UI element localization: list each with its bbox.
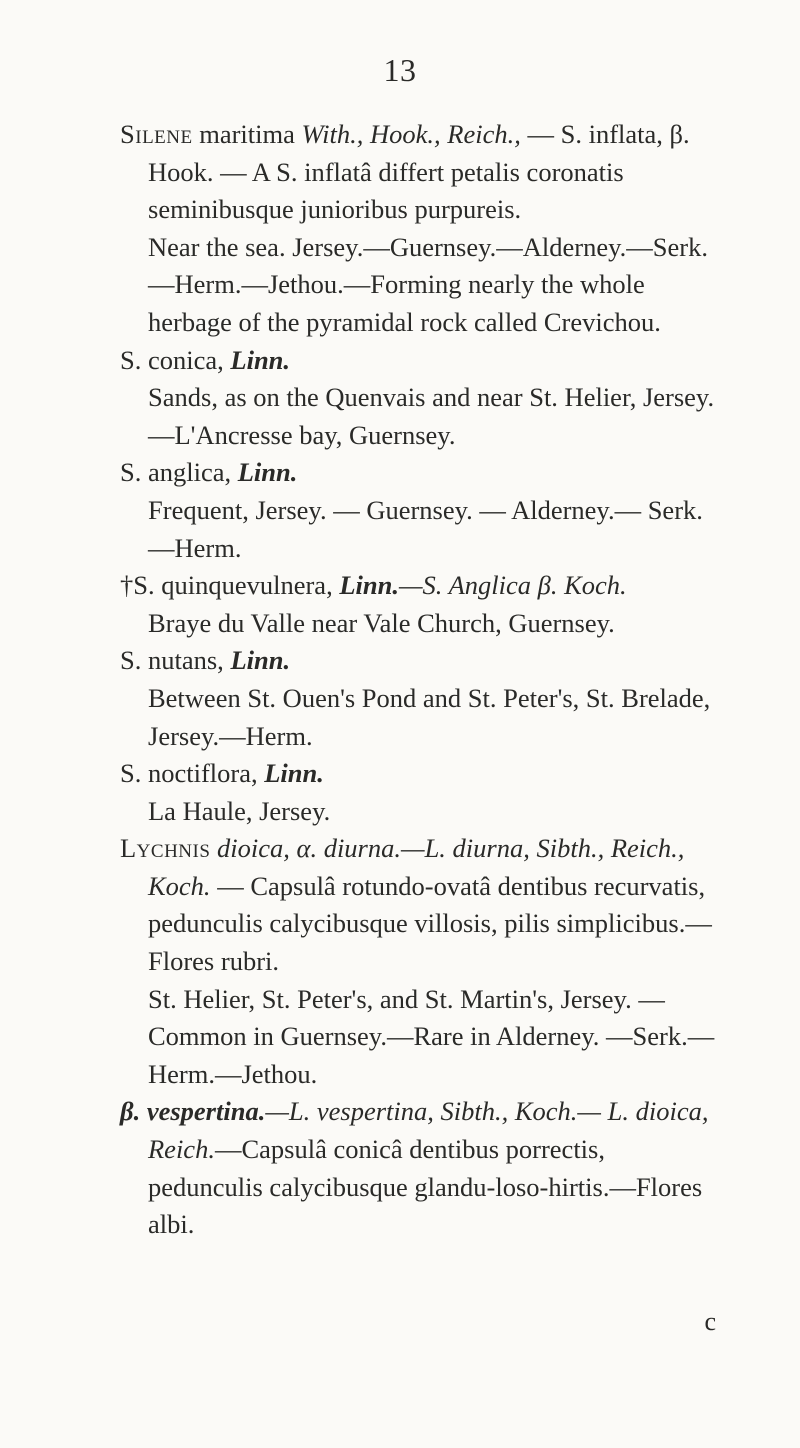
species-entry	[120, 342, 720, 380]
text-block	[120, 116, 720, 1244]
authority: Linn.	[230, 645, 291, 676]
species-entry	[120, 1093, 720, 1243]
species-epithet: S. quinquevulnera,	[133, 570, 333, 601]
page-number: 13	[383, 52, 417, 88]
species-epithet: S. nutans,	[120, 645, 224, 676]
variety-name: β. vespertina.	[120, 1096, 266, 1127]
authority: Linn.	[230, 344, 291, 375]
authority: —L. diurna, Sibth., Reich., Koch.	[148, 833, 685, 901]
species-entry	[120, 454, 720, 492]
genus-name: Lychnis	[120, 833, 211, 864]
authority: With., Hook., Reich.,	[301, 119, 521, 149]
authority: Linn.	[264, 758, 324, 789]
habitat: Braye du Valle near Vale Church, Guernsey.	[148, 607, 615, 638]
synonym: —S. Anglica β. Koch.	[398, 570, 627, 601]
species-entry	[120, 567, 720, 605]
habitat: St. Helier, St. Peter's, and St. Martin's, Jersey. —Common in Guernsey.—Rare in Alderney. —Serk.—Herm.—Jethou.	[148, 983, 715, 1089]
species-entry	[120, 642, 720, 680]
species-entry	[120, 830, 720, 980]
habitat: Between St. Ouen's Pond and St. Peter's, St. Brelade, Jersey.—Herm.	[148, 682, 711, 751]
diagnosis: —Capsulâ conicâ dentibus porrectis, pedunculis calycibusque glandu-loso-hirtis.—Flores albi.	[148, 1134, 703, 1240]
habitat: Sands, as on the Quenvais and near St. Helier, Jersey.—L'Ancresse bay, Guernsey.	[148, 382, 715, 450]
species-epithet: maritima	[199, 119, 295, 149]
species-epithet: dioica, α. diurna.	[217, 833, 401, 864]
introduced-marker: †	[120, 570, 134, 601]
printer-signature: c	[704, 1307, 716, 1336]
species-epithet: S. anglica,	[120, 457, 232, 488]
genus-name: Silene	[120, 119, 193, 149]
diagnosis: — S. inflata, β. Hook. — A S. inflatâ differt petalis coronatis seminibusque junioribus purpureis.	[148, 119, 690, 225]
habitat: La Haule, Jersey.	[148, 795, 331, 826]
species-entry	[120, 116, 720, 229]
habitat: Near the sea. Jersey.—Guernsey.—Alderney.—Serk.—Herm.—Jethou.—Forming nearly the whole herbage of the pyramidal rock called Crevichou.	[148, 231, 708, 337]
species-epithet: S. noctiflora,	[120, 758, 258, 789]
diagnosis: — Capsulâ rotundo-ovatâ dentibus recurvatis, pedunculis calycibusque villosis, pilis simplicibus.—Flores rubri.	[148, 870, 712, 977]
species-entry	[120, 755, 720, 793]
authority: —L. vespertina, Sibth., Koch.— L. dioica, Reich.	[148, 1096, 709, 1165]
species-epithet: S. conica,	[120, 344, 224, 375]
authority: Linn.	[339, 570, 399, 601]
habitat: Frequent, Jersey. — Guernsey. — Alderney.— Serk.—Herm.	[148, 494, 703, 563]
authority: Linn.	[237, 457, 298, 488]
